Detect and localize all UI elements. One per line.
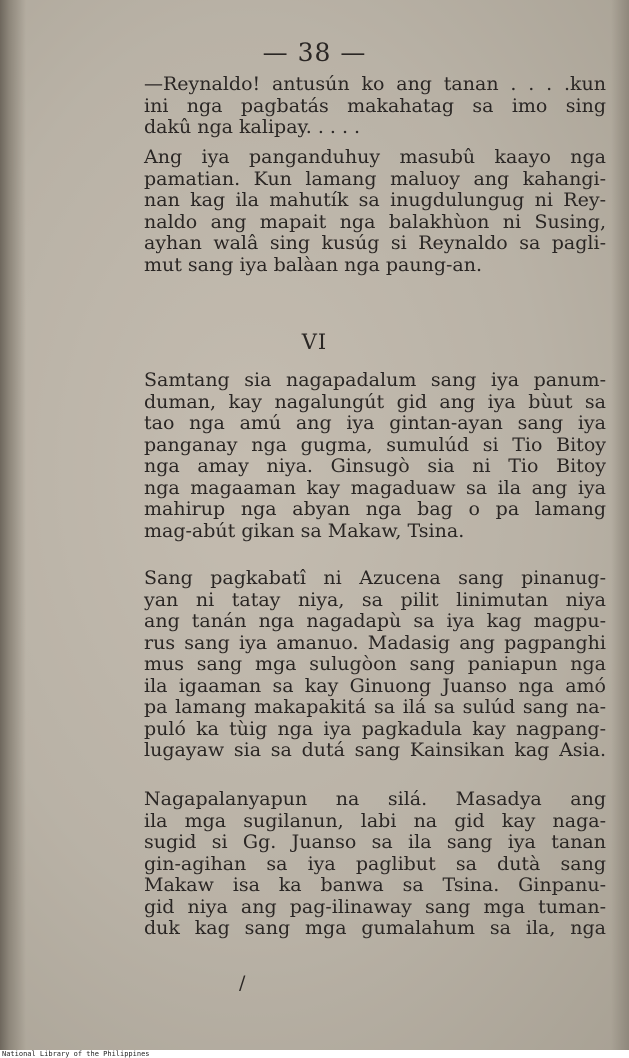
text-line: nga magaaman kay magaduaw sa ila ang iya	[144, 476, 606, 499]
text-line: gid niya ang pag-ilinaway sang mga tuman-	[144, 895, 606, 918]
text-line: gin-agihan sa iya paglibut sa dutà sang	[144, 852, 606, 875]
text-line: dakû nga kalipay. . . . .	[144, 116, 361, 138]
text-line: ila mga sugilanun, labi na gid kay naga-	[144, 809, 606, 832]
paragraph-1	[144, 74, 606, 139]
text-line: pamatian. Kun lamang maluoy ang kahangi-	[144, 167, 606, 190]
text-line: nga amay niya. Ginsugò sia ni Tio Bitoy	[144, 455, 606, 477]
text-line: ila igaaman sa kay Ginuong Juanso nga amó	[144, 674, 606, 697]
text-line: pa lamang makapakitá sa ilá sa sulúd sang na-	[144, 696, 606, 718]
text-line: ayhan walâ sing kusúg si Reynaldo sa pagli-	[144, 232, 606, 254]
text-line: duman, kay nagalungút gid ang iya bùut sa	[144, 390, 606, 413]
text-line: Sang pagkabatî ni Azucena sang pinanug-	[144, 567, 606, 589]
text-line: lugayaw sia sa dutá sang Kainsikan kag Asia.	[144, 739, 606, 761]
text-line: yan ni tatay niya, sa pilit linimutan niya	[144, 588, 606, 611]
page-number: — 38 —	[262, 38, 367, 67]
text-line: sugid si Gg. Juanso sa ila sang iya tanan	[144, 831, 606, 853]
text-line: puló ka tùig nga iya pagkadula kay nagpang-	[144, 717, 606, 740]
paragraph-4	[144, 568, 606, 762]
chapter-heading: VI	[301, 330, 328, 354]
text-line: ang tanán nga nagadapù sa iya kag magpu-	[144, 610, 606, 632]
text-line: Makaw isa ka banwa sa Tsina. Ginpanu-	[144, 874, 606, 896]
text-line: panganay nga gugma, sumulúd si Tio Bitoy	[144, 433, 606, 456]
text-line: duk kag sang mga gumalahum sa ila, nga	[144, 917, 606, 939]
text-line: naldo ang mapait nga balakhùon ni Susing,	[144, 210, 606, 233]
text-line: nan kag ila mahutík sa inugdulungug ni Rey-	[144, 189, 606, 211]
text-line: Nagapalanyapun na silá. Masadya ang	[144, 788, 606, 810]
paragraph-2	[144, 147, 606, 276]
text-line: mahirup nga abyan nga bag o pa lamang	[144, 498, 606, 520]
library-caption: National Library of the Philippines	[2, 1050, 150, 1058]
footer-mark: /	[239, 972, 246, 994]
paragraph-5	[144, 789, 606, 940]
text-line: mag-abút gikan sa Makaw, Tsina.	[144, 519, 465, 542]
text-line: tao nga amú ang iya gintan-ayan sang iya	[144, 412, 606, 434]
text-line: mus sang mga sulugòon sang paniapun nga	[144, 653, 606, 675]
text-line: —Reynaldo! antusún ko ang tanan . . . .kun	[144, 73, 606, 95]
text-line: Ang iya panganduhuy masubû kaayo nga	[144, 146, 606, 168]
text-line: rus sang iya amanuo. Madasig ang pagpanghi	[144, 631, 606, 654]
text-line: ini nga pagbatás makahatag sa imo sing	[144, 94, 606, 117]
paragraph-3	[144, 370, 606, 542]
text-line: mut sang iya balàan nga paung-an.	[144, 253, 483, 276]
text-line: Samtang sia nagapadalum sang iya panum-	[144, 369, 606, 391]
